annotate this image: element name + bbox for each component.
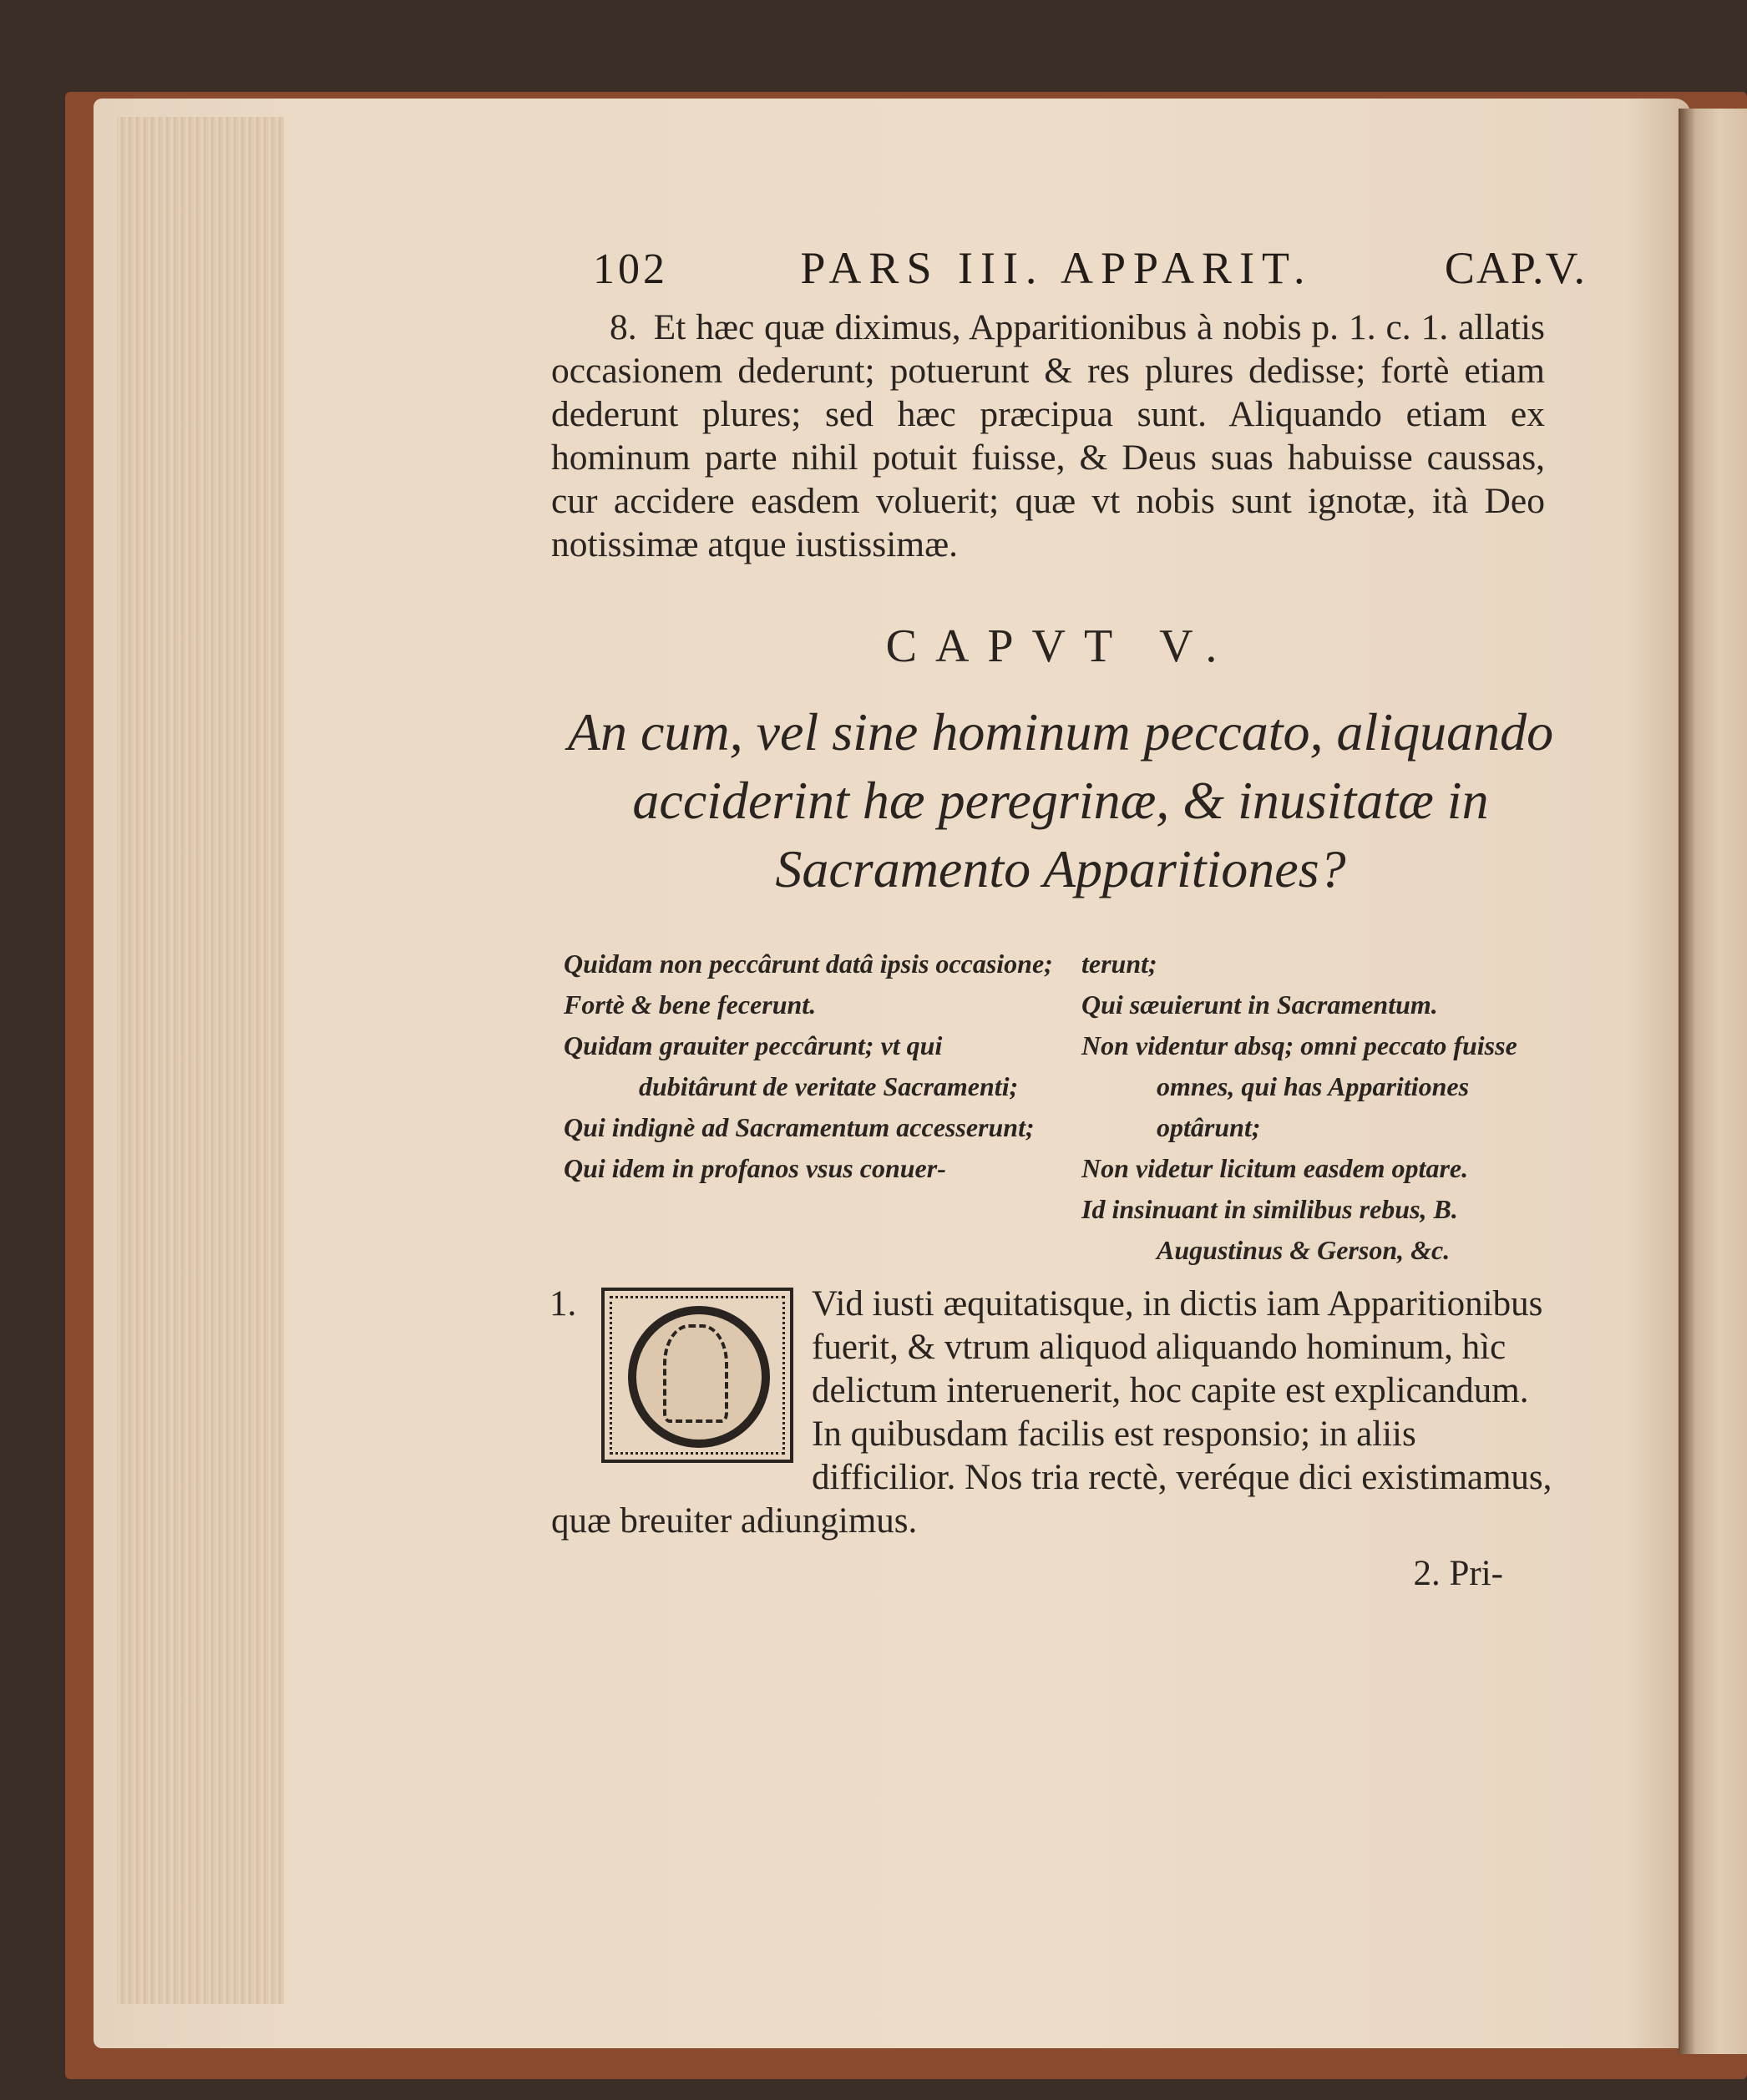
summary-item: Qui sæuierunt in Sacramentum. bbox=[1081, 989, 1438, 1020]
running-chapter: CAP.V. bbox=[1444, 243, 1587, 293]
summary-item: Non videntur absq; omni peccato fuisse omnes, qui has Apparitiones optârunt; bbox=[1081, 1030, 1517, 1142]
paragraph-text: Et hæc quæ diximus, Apparitionibus à nobis p. 1. c. 1. allatis occasionem dederunt; potuerunt & res plures dedisse; fortè etiam dederunt plures; sed hæc præcipua sunt. Aliquando etiam ex hominum parte nihil potuit fuisse, & Deus suas habuisse caussas, cur accidere easdem voluerit; quæ vt nobis sunt ignotæ, ità Deo notissimæ atque iustissimæ. bbox=[551, 307, 1545, 564]
chapter-summary bbox=[564, 944, 1574, 1271]
summary-item: Qui idem in profanos vsus conuer- bbox=[564, 1153, 946, 1183]
summary-item: Quidam grauiter peccârunt; vt qui dubitârunt de veritate Sacramenti; bbox=[564, 1030, 1019, 1101]
running-title: PARS III. APPARIT. bbox=[800, 243, 1313, 293]
floral-ornament-icon bbox=[663, 1324, 728, 1423]
paragraph-number: 1. bbox=[549, 1284, 577, 1323]
facing-page-edge bbox=[1679, 109, 1747, 2054]
running-head bbox=[593, 242, 1587, 294]
paragraph-8 bbox=[551, 306, 1545, 566]
summary-item: Quidam non peccârunt datâ ipsis occasione; bbox=[564, 949, 1053, 979]
paragraph-number: 8. bbox=[610, 307, 637, 347]
decorated-initial-icon bbox=[601, 1288, 793, 1463]
summary-item: Non videtur licitum easdem optare. bbox=[1081, 1153, 1469, 1183]
summary-item: Id insinuant in similibus rebus, B. Augustinus & Gerson, &c. bbox=[1081, 1194, 1458, 1265]
page-edges bbox=[117, 117, 284, 2004]
page-number: 102 bbox=[593, 245, 668, 293]
summary-item: Qui indignè ad Sacramentum accesserunt; bbox=[564, 1112, 1035, 1142]
summary-right-column bbox=[1081, 944, 1574, 1271]
summary-left-column bbox=[564, 944, 1056, 1271]
chapter-title: An cum, vel sine hominum peccato, aliquando acciderint hæ peregrinæ, & inusitatæ in Sacramento Apparitiones? bbox=[567, 702, 1554, 898]
summary-item: Fortè & bene fecerunt. bbox=[564, 989, 817, 1020]
paragraph-text: Vid iusti æquitatisque, in dictis iam Apparitionibus fuerit, & vtrum aliquod aliquando hominum, hìc delictum interuenerit, hoc capite est explicandum. In quibusdam facilis est responsio; in aliis difficilior. Nos tria rectè, veréque dici existimamus, quæ breuiter adiungimus. bbox=[551, 1284, 1552, 1541]
catchword: 2. Pri- bbox=[1413, 1554, 1503, 1593]
paragraph-1 bbox=[551, 1283, 1553, 1543]
summary-item: terunt; bbox=[1081, 949, 1157, 979]
page-content bbox=[549, 242, 1587, 1594]
chapter-heading: CAPVT V. bbox=[885, 620, 1236, 672]
